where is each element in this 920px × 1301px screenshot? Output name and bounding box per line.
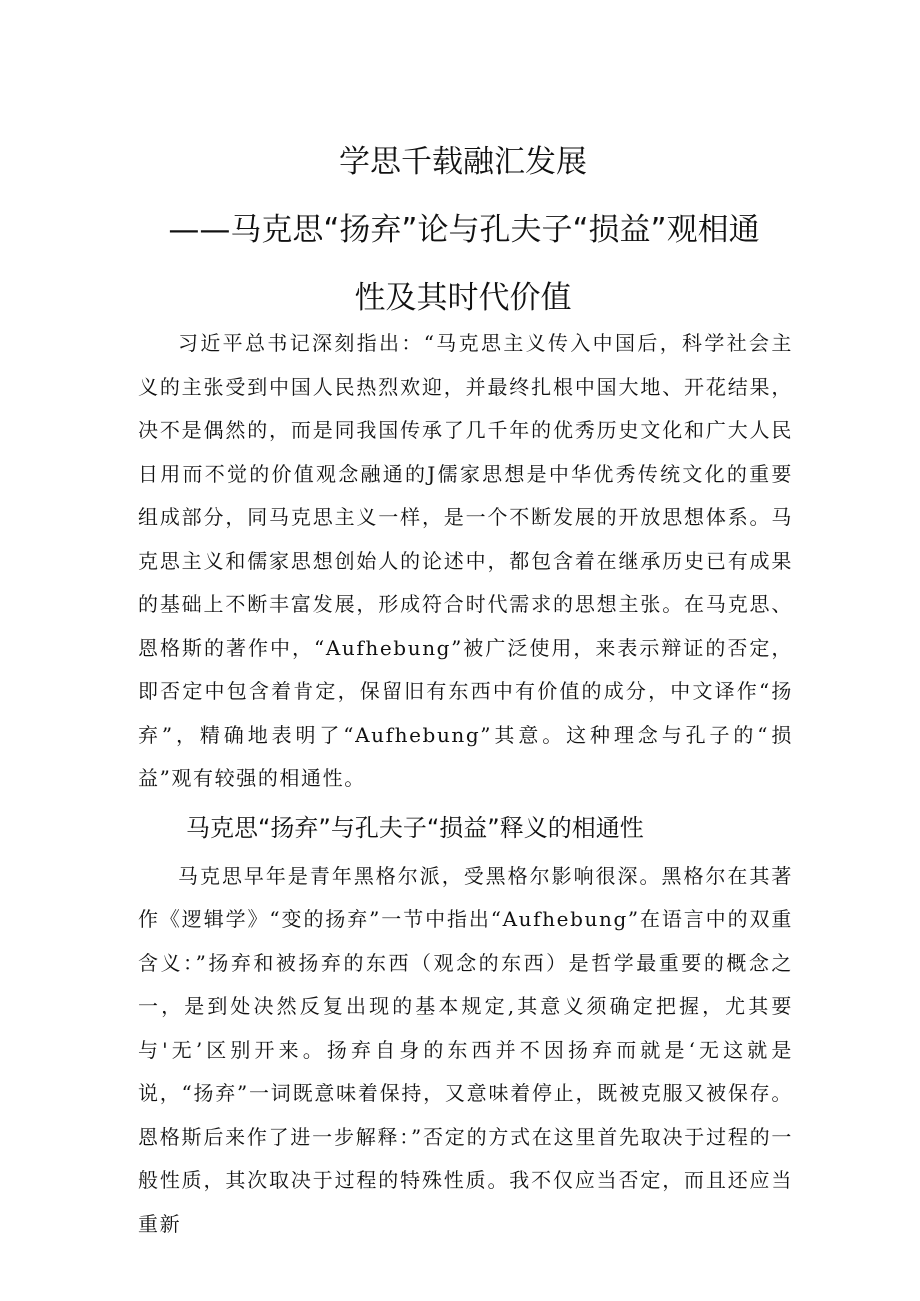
section-heading: 马克思“扬弃”与孔夫子“损益”释义的相通性 (186, 813, 644, 842)
document-title (0, 128, 920, 332)
document-body (138, 322, 793, 1246)
intro-paragraph: 习近平总书记深刻指出：“马克思主义传入中国后，科学社会主义的主张受到中国人民热烈欢迎，并最终扎根中国大地、开花结果，决不是偶然的，而是同我国传承了几千年的优秀历史文化和广大人民日用而不觉的价值观念融通的J儒家思想是中华优秀传统文化的重要组成部分，同马克思主义一样，是一个不断发展的开放思想体系。马克思主义和儒家思想创始人的论述中，都包含着在继承历史已有成果的基础上不断丰富发展，形成符合时代需求的思想主张。在马克思、恩格斯的著作中，“Aufhebung”被广泛使用，来表示辩证的否定，即否定中包含着肯定，保留旧有东西中有价值的成分，中文译作“扬弃”，精确地表明了“Aufhebung”其意。这种理念与孔子的“损益”观有较强的相通性。 (138, 331, 793, 790)
title-main: 学思千载融汇发展 (339, 144, 587, 180)
title-subtitle-line-1: ——马克思“扬弃”论与孔夫子“损益”观相通 (168, 212, 760, 248)
title-subtitle-line-2: 性及其时代价值 (354, 280, 572, 316)
section-paragraph: 马克思早年是青年黑格尔派，受黑格尔影响很深。黑格尔在其著作《逻辑学》“变的扬弃”一节中指出“Aufhebung”在语言中的双重含义：”扬弃和被扬弃的东西（观念的东西）是哲学最重要的概念之一，是到处决然反复出现的基本规定,其意义须确定把握，尤其要与'无’区别开来。扬弃自身的东西并不因扬弃而就是‘无这就是说，“扬弃”一词既意味着保持，又意味着停止，既被克服又被保存。恩格斯后来作了进一步解释：”否定的方式在这里首先取决于过程的一般性质，其次取决于过程的特殊性质。我不仅应当否定，而且还应当重新 (138, 863, 793, 1236)
